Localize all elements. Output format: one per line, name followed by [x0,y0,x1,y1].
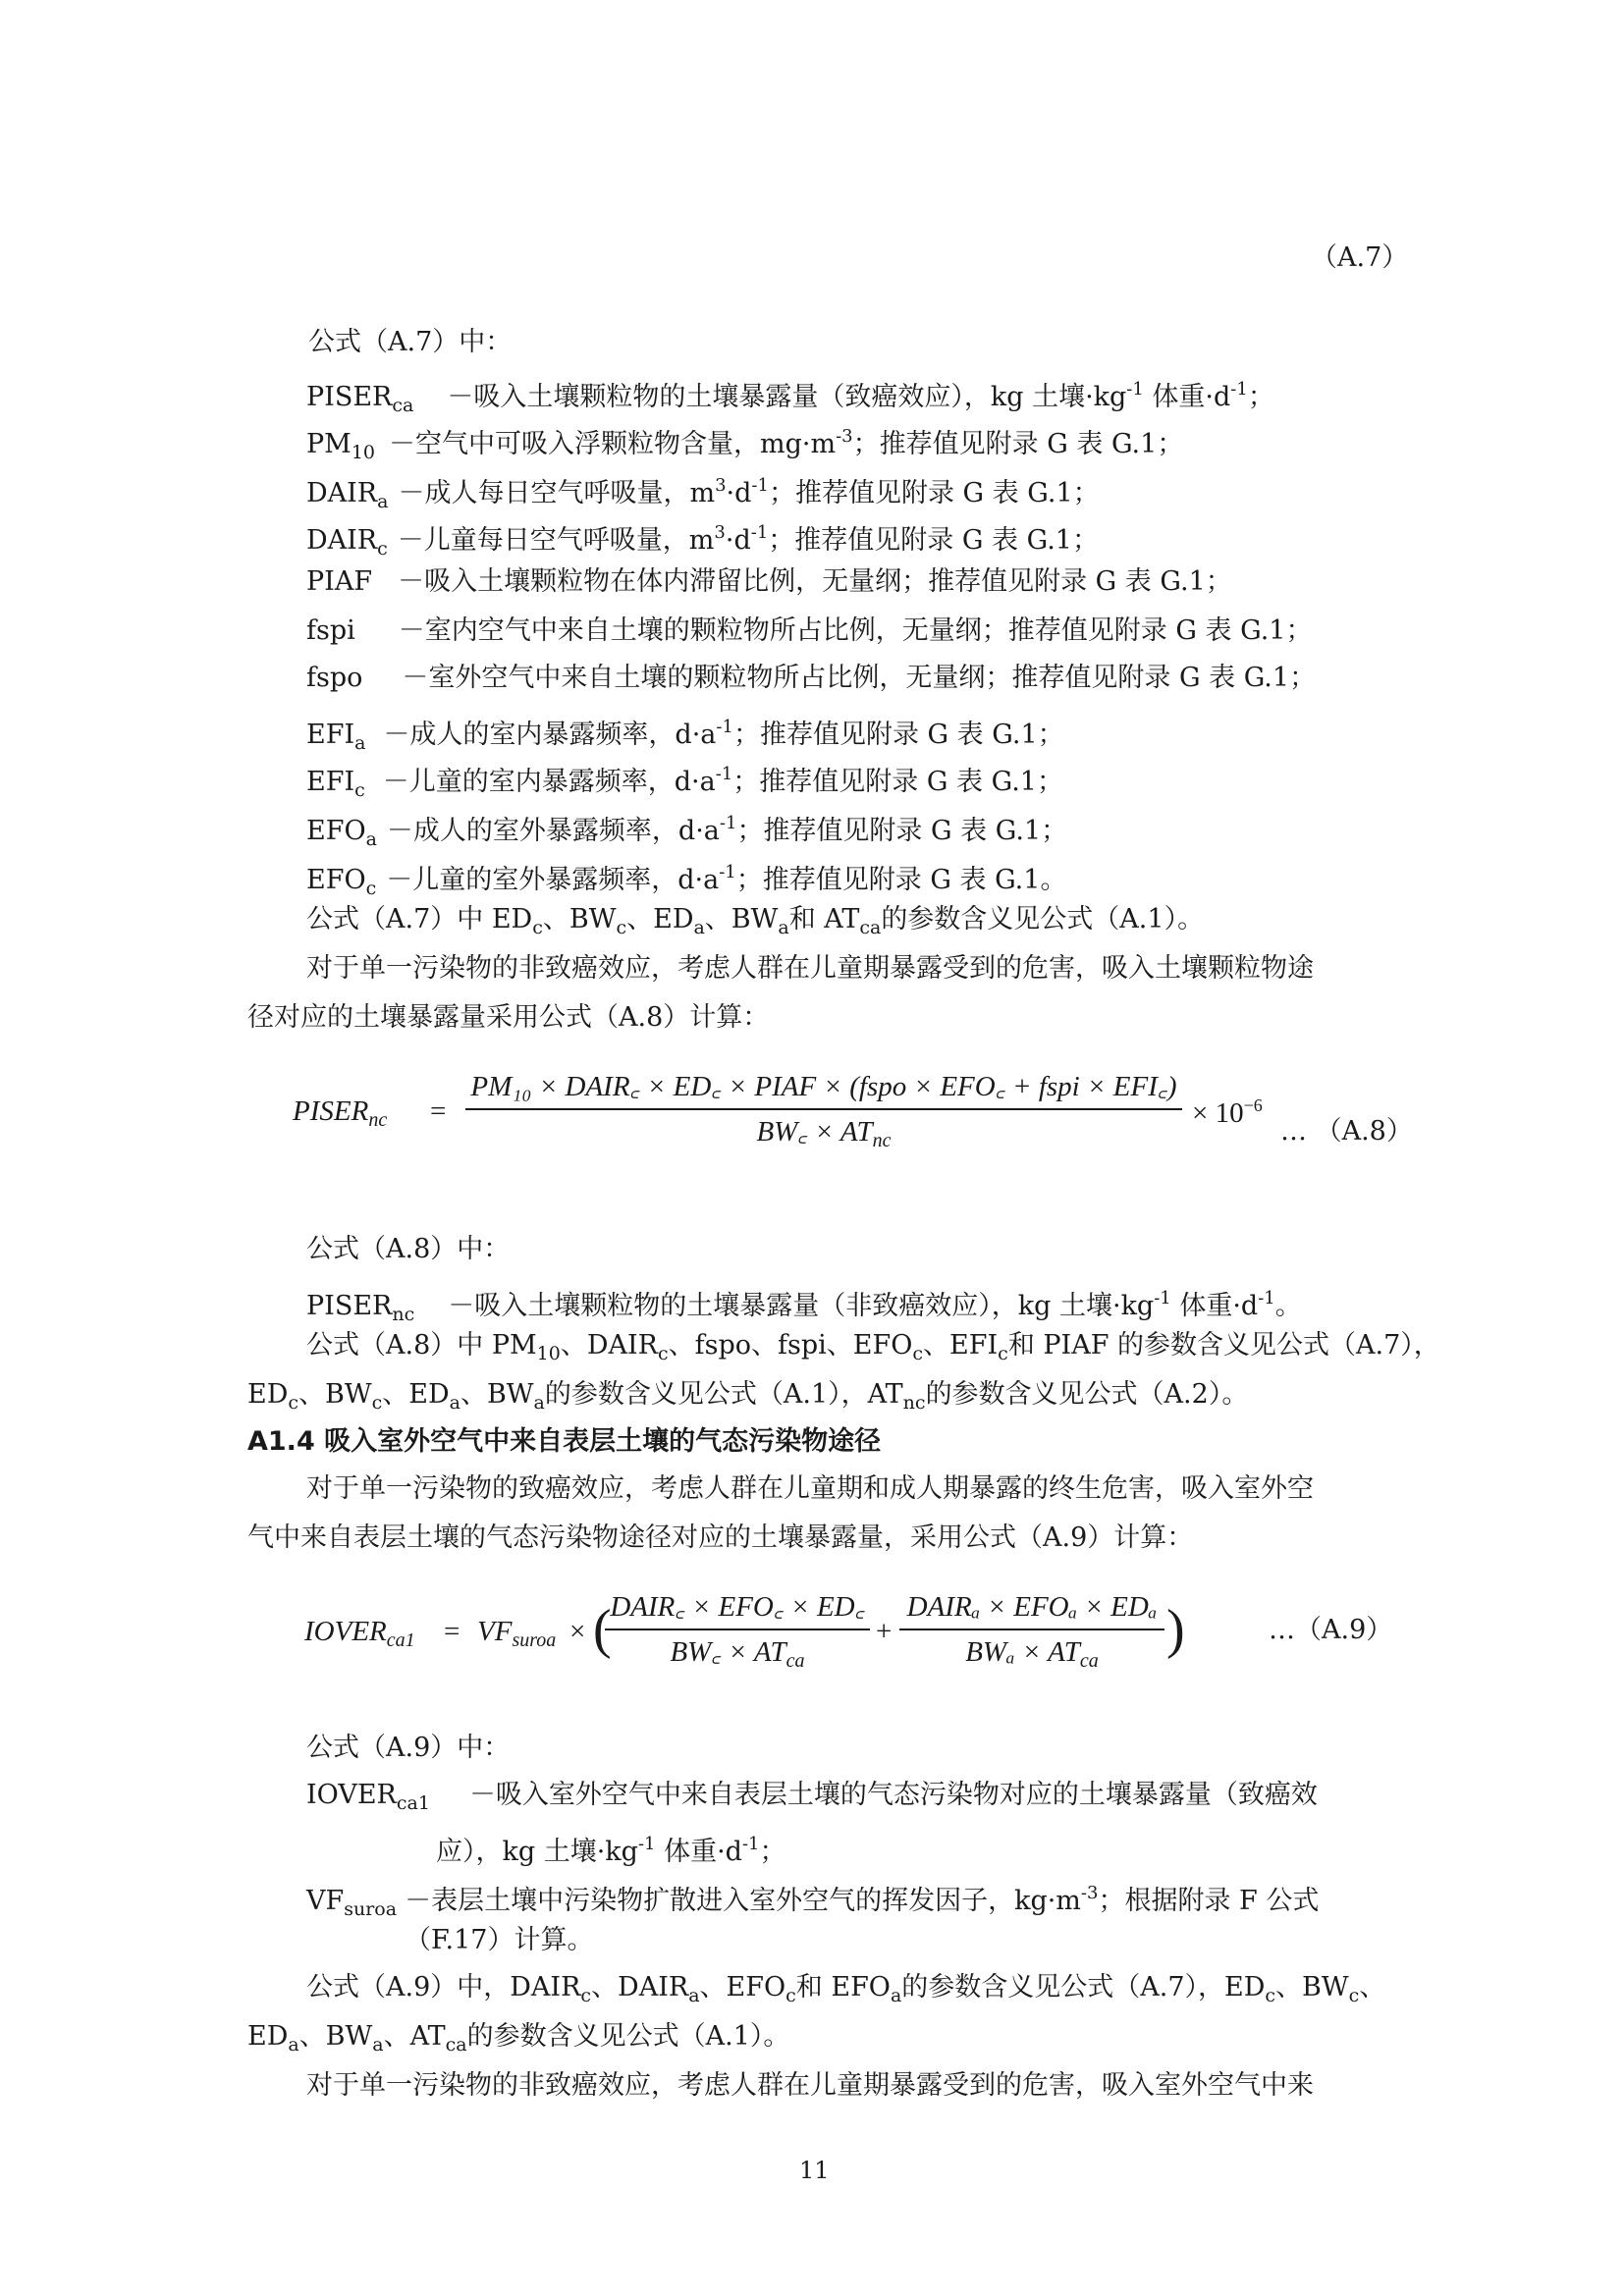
equation-a8-equals: = [430,1095,447,1127]
equation-a9-plus: + [876,1616,893,1647]
definition-dair-a: $DAIR_a$ －成人每日空气呼吸量，$m^3\cdot d^{-1}$；推荐值见附录 G 表 G.1； [306,475,1100,512]
definition-fspo: fspo －室外空气中来自土壤的颗粒物所占比例，无量纲；推荐值见附录 G 表 G.1； [306,663,1317,693]
equation-a8-denominator: BW꜀ × $AT_{nc}$ [756,1116,892,1151]
definition-efi-a: $EFI_a$ －成人的室内暴露频率，$d\cdot a^{-1}$；推荐值见附录 G 表 G.1； [306,717,1064,754]
formula-a8-note-line2: $ED_c$、$BW_c$、$ED_a$、$BW_a$的参数含义见公式（A.1），$AT_{nc}$的参数含义见公式（A.2）。 [247,1379,1249,1414]
equation-label-a7: （A.7） [1311,242,1409,273]
page-number: 11 [799,2157,830,2184]
definition-dair-c: $DAIR_c$ －儿童每日空气呼吸量，$m^3\cdot d^{-1}$；推荐值见附录 G 表 G.1； [306,522,1099,560]
definition-piser-ca: $PISER_{ca}$ －吸入土壤颗粒物的土壤暴露量（致癌效应），kg 土壤$\cdot kg^{-1}$ 体重$\cdot d^{-1}$； [306,379,1274,416]
paragraph-a8-line1: 对于单一污染物的非致癌效应，考虑人群在儿童期暴露受到的危害，吸入土壤颗粒物途 [306,953,1314,984]
equation-a9-numerator-adult: DAIRₐ × EFOₐ × EDₐ [906,1591,1158,1623]
equation-a9-fraction-child [605,1588,870,1680]
formula-a9-intro: 公式（A.9）中： [306,1733,511,1763]
definition-pm10: $PM_{10}$ －空气中可吸入浮颗粒物含量，$mg\cdot m^{-3}$；推荐值见附录 G 表 G.1； [306,426,1184,463]
definition-fspi: fspi －室内空气中来自土壤的颗粒物所占比例，无量纲；推荐值见附录 G 表 G.1； [306,615,1313,646]
equation-a9 [304,1580,1188,1688]
equation-a9-open-paren: ( [593,1599,612,1660]
definition-vf-suroa: $VF_{suroa}$ －表层土壤中污染物扩散进入室外空气的挥发因子，$kg\cdot m^{-3}$；根据附录 F 公式 [306,1883,1320,1920]
definition-efi-c: $EFI_c$ －儿童的室内暴露频率，$d\cdot a^{-1}$；推荐值见附录 G 表 G.1； [306,764,1063,801]
formula-a7-note: 公式（A.7）中 $ED_c$、$BW_c$、$ED_a$、$BW_a$和 $AT_{ca}$的参数含义见公式（A.1）。 [306,904,1205,938]
formula-a8-note-line1: 公式（A.8）中 $PM_{10}$、$DAIR_c$、fspo、fspi、$EFO_c$、$EFI_c$和 PIAF 的参数含义见公式（A.7）， [306,1330,1440,1364]
equation-a9-equals: = [444,1616,460,1647]
definition-efo-a: $EFO_a$ －成人的室外暴露频率，$d\cdot a^{-1}$；推荐值见附录 G 表 G.1； [306,813,1068,850]
formula-a8-intro: 公式（A.8）中： [306,1234,511,1264]
definition-piaf: PIAF －吸入土壤颗粒物在体内滞留比例，无量纲；推荐值见附录 G 表 G.1； [306,566,1232,597]
paragraph-a9-line1: 对于单一污染物的致癌效应，考虑人群在儿童期和成人期暴露的终生危害，吸入室外空 [306,1473,1314,1504]
equation-label-a9: …（A.9） [1269,1615,1393,1645]
equation-a8-numerator: PM₁₀ × DAIR꜀ × ED꜀ × PIAF × (fspo × EFO꜀ + fspi × EFI꜀) [470,1071,1177,1102]
formula-a9-note-line1: 公式（A.9）中，$DAIR_c$、$DAIR_a$、$EFO_c$和 $EFO_a$的参数含义见公式（A.7），$ED_c$、$BW_c$、 [306,1972,1386,2006]
equation-a8-fraction-bar [465,1108,1182,1110]
paragraph-a9-line2: 气中来自表层土壤的气态污染物途径对应的土壤暴露量，采用公式（A.9）计算： [247,1522,1194,1553]
equation-a8-fraction [465,1068,1182,1159]
equation-a8-lhs: $PISER_{nc}$ [293,1095,388,1131]
equation-a9-vf: $VF_{suroa}$ [477,1616,557,1651]
section-heading-a1-4: A1.4 吸入室外空气中来自表层土壤的气态污染物途径 [247,1426,882,1457]
equation-a9-denominator-adult: $BW_a \times AT_{ca}$ [965,1636,1099,1672]
equation-label-a8: … （A.8） [1280,1116,1413,1147]
definition-iover-ca1: $IOVER_{ca1}$ －吸入室外空气中来自表层土壤的气态污染物对应的土壤暴露量（致癌效 [306,1780,1318,1814]
equation-a9-times: × [569,1616,586,1647]
equation-a9-lhs: $IOVER_{ca1}$ [304,1616,415,1651]
definition-efo-c: $EFO_c$ －儿童的室外暴露频率，$d\cdot a^{-1}$；推荐值见附录 G 表 G.1。 [306,862,1067,899]
formula-a9-note-line2: $ED_a$、$BW_a$、$AT_{ca}$的参数含义见公式（A.1）。 [247,2021,790,2056]
definition-piser-nc: $PISER_{nc}$ －吸入土壤颗粒物的土壤暴露量（非致癌效应），kg 土壤$\cdot kg^{-1}$ 体重$\cdot d^{-1}$。 [306,1288,1302,1325]
paragraph-last-line: 对于单一污染物的非致癌效应，考虑人群在儿童期暴露受到的危害，吸入室外空气中来 [306,2070,1314,2101]
equation-a9-fraction-adult [899,1588,1164,1680]
equation-a9-denominator-child: BW꜀ × $AT_{ca}$ [670,1636,805,1672]
paragraph-a8-line2: 径对应的土壤暴露量采用公式（A.8）计算： [247,1002,770,1033]
formula-a7-intro: 公式（A.7）中： [308,327,513,357]
equation-a8 [293,1071,1392,1180]
definition-vf-suroa-cont: （F.17）计算。 [405,1925,594,1955]
equation-a9-numerator-child: DAIR꜀ × EFO꜀ × ED꜀ [610,1591,865,1623]
equation-a9-close-paren: ) [1166,1599,1185,1660]
definition-iover-ca1-cont: 应），kg 土壤$\cdot kg^{-1}$ 体重$\cdot d^{-1}$； [436,1834,786,1867]
equation-a8-multiplier: × $10^{-6}$ [1192,1095,1263,1129]
